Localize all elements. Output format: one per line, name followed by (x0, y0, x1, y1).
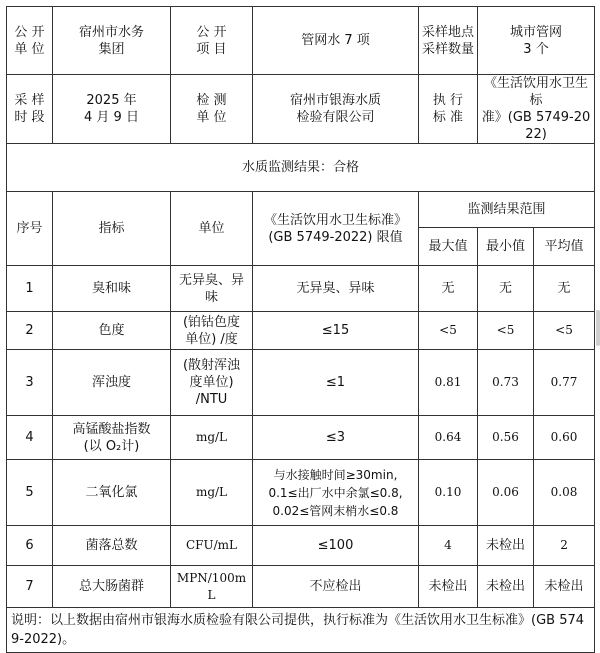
col-avg: 平均值 (534, 228, 595, 266)
row-max: 未检出 (419, 566, 478, 608)
row-avg: 2 (534, 526, 595, 566)
sampling-time: 2025 年 4 月 9 日 (53, 75, 171, 144)
label-test-lab: 检 测 单 位 (171, 75, 253, 144)
row-no: 1 (7, 266, 53, 312)
row-no: 4 (7, 416, 53, 460)
row-avg: 无 (534, 266, 595, 312)
row-min: 0.56 (478, 416, 534, 460)
table-row (7, 566, 595, 608)
row-unit: MPN/100mL (171, 566, 253, 608)
row-indicator: 浑浊度 (53, 350, 171, 416)
header-row-2 (7, 75, 595, 144)
row-min: 未检出 (478, 566, 534, 608)
label-publish-project: 公 开 项 目 (171, 7, 253, 75)
scrollbar-thumb[interactable] (596, 310, 600, 346)
row-no: 2 (7, 312, 53, 350)
col-limit: 《生活饮用水卫生标准》 (GB 5749-2022) 限值 (253, 192, 419, 266)
result-title-row (7, 144, 595, 192)
row-indicator: 臭和味 (53, 266, 171, 312)
row-limit: ≤15 (253, 312, 419, 350)
row-indicator: 总大肠菌群 (53, 566, 171, 608)
row-avg: 0.77 (534, 350, 595, 416)
data-rows (7, 266, 595, 608)
label-sampling-site: 采样地点 采样数量 (419, 7, 478, 75)
col-max: 最大值 (419, 228, 478, 266)
row-unit: (铂钴色度 单位) /度 (171, 312, 253, 350)
row-limit: ≤3 (253, 416, 419, 460)
table-row (7, 266, 595, 312)
note-row (7, 608, 595, 653)
note: 说明：以上数据由宿州市银海水质检验有限公司提供，执行标准为《生活饮用水卫生标准》(GB 5749-2022)。 (7, 608, 595, 653)
standard: 《生活饮用水卫生标 准》(GB 5749-2022) (478, 75, 595, 144)
col-range: 监测结果范围 (419, 192, 595, 228)
row-max: 0.81 (419, 350, 478, 416)
row-max: 4 (419, 526, 478, 566)
label-sampling-time: 采 样 时 段 (7, 75, 53, 144)
row-min: <5 (478, 312, 534, 350)
row-min: 未检出 (478, 526, 534, 566)
col-indicator: 指标 (53, 192, 171, 266)
row-no: 5 (7, 460, 53, 526)
row-indicator: 色度 (53, 312, 171, 350)
row-limit: ≤100 (253, 526, 419, 566)
row-indicator: 二氧化氯 (53, 460, 171, 526)
row-limit: 无异臭、异味 (253, 266, 419, 312)
row-min: 0.73 (478, 350, 534, 416)
row-avg: <5 (534, 312, 595, 350)
row-no: 7 (7, 566, 53, 608)
header-row-1 (7, 7, 595, 75)
row-unit: 无异臭、异 味 (171, 266, 253, 312)
row-max: 无 (419, 266, 478, 312)
col-unit: 单位 (171, 192, 253, 266)
row-limit: 与水接触时间≥30min, 0.1≤出厂水中余氯≤0.8, 0.02≤管网末梢水≤0.8 (253, 460, 419, 526)
table-row (7, 416, 595, 460)
row-max: 0.10 (419, 460, 478, 526)
table-row (7, 350, 595, 416)
column-header-row-1 (7, 192, 595, 228)
row-avg: 0.08 (534, 460, 595, 526)
label-publish-unit: 公 开 单 位 (7, 7, 53, 75)
row-unit: mg/L (171, 416, 253, 460)
row-limit: ≤1 (253, 350, 419, 416)
col-min: 最小值 (478, 228, 534, 266)
table-row (7, 526, 595, 566)
row-no: 3 (7, 350, 53, 416)
label-standard: 执 行 标 准 (419, 75, 478, 144)
row-max: 0.64 (419, 416, 478, 460)
row-avg: 0.60 (534, 416, 595, 460)
result-title: 水质监测结果：合格 (7, 144, 595, 192)
row-unit: (散射浑浊 度单位) /NTU (171, 350, 253, 416)
row-unit: CFU/mL (171, 526, 253, 566)
row-min: 0.06 (478, 460, 534, 526)
row-min: 无 (478, 266, 534, 312)
table-row (7, 460, 595, 526)
col-no: 序号 (7, 192, 53, 266)
row-avg: 未检出 (534, 566, 595, 608)
test-lab: 宿州市银海水质 检验有限公司 (253, 75, 419, 144)
table-row (7, 312, 595, 350)
publish-unit: 宿州市水务 集团 (53, 7, 171, 75)
row-no: 6 (7, 526, 53, 566)
row-indicator: 菌落总数 (53, 526, 171, 566)
water-quality-table (6, 6, 595, 653)
row-indicator: 高锰酸盐指数 (以 O₂计) (53, 416, 171, 460)
publish-project: 管网水 7 项 (253, 7, 419, 75)
row-limit: 不应检出 (253, 566, 419, 608)
row-unit: mg/L (171, 460, 253, 526)
sampling-site: 城市管网 3 个 (478, 7, 595, 75)
row-max: <5 (419, 312, 478, 350)
